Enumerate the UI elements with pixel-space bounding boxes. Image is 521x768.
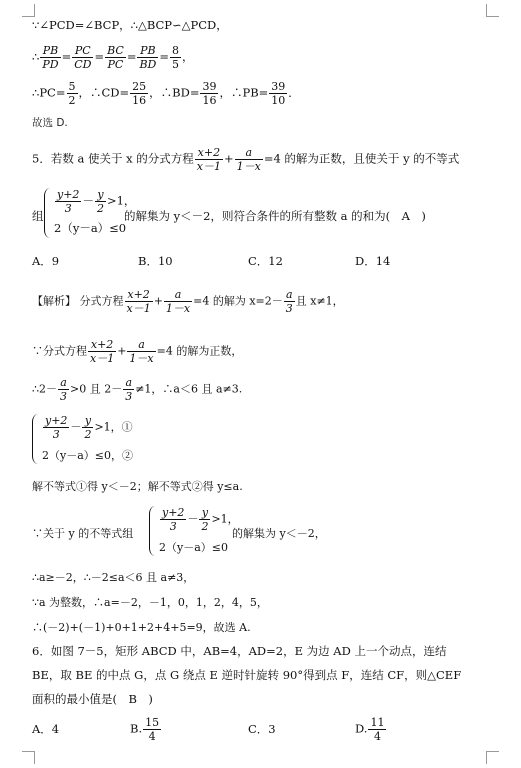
q5-stem-end: 的解集为 y＜－2，则符合条件的所有整数 a 的和为( A ) bbox=[124, 209, 426, 223]
q5-option-a: A．9 bbox=[32, 254, 60, 268]
fraction: $\frac{5}{2}$ bbox=[68, 80, 76, 107]
proof-line-similar: ∵∠PCD=∠BCP，∴△BCP∽△PCD， bbox=[32, 18, 228, 32]
inequality-2: 2（y－a）≤0 bbox=[54, 221, 127, 235]
inequality-2: 2（y－a）≤0，② bbox=[42, 449, 133, 462]
fraction: $\frac{BC}{PC}$ bbox=[107, 44, 124, 71]
analysis-line-a-range: ∴a≥－2，∴－2≤a＜6 且 a≠3， bbox=[32, 571, 195, 584]
crop-mark-top-right bbox=[486, 4, 499, 17]
analysis-line-sum: ∴(－2)+(－1)+0+1+2+4+5=9，故选 A. bbox=[32, 621, 251, 634]
crop-mark-top-left bbox=[22, 4, 35, 17]
proof-conclusion: 故选 D. bbox=[32, 117, 68, 129]
q6-option-d: D. $\frac{11}{4}$ bbox=[355, 716, 385, 743]
q6-option-a: A．4 bbox=[32, 722, 60, 736]
analysis-inequality-system-2 bbox=[149, 506, 239, 556]
analysis-inequality-system bbox=[32, 414, 192, 464]
fraction: $\frac{39}{16}$ bbox=[202, 80, 217, 107]
fraction: $\frac{PB}{BD}$ bbox=[139, 44, 157, 71]
analysis-head: 【解析】 分式方程 $\frac{x+2}{x-1}$ + $\frac{a}{1-x}$ =4 的解为 x=2－ $\frac{a}{3}$ 且 x≠1， bbox=[32, 288, 344, 315]
q5-option-d: D．14 bbox=[355, 254, 391, 268]
q5-option-c: C．12 bbox=[248, 254, 283, 268]
q6-stem-3: 面积的最小值是( B ) bbox=[32, 692, 153, 706]
q6-stem-1: 6．如图 7－5，矩形 ABCD 中，AB=4，AD=2，E 为边 AD 上一个动点，连结 bbox=[32, 644, 447, 658]
analysis-line-integers: ∵a 为整数，∴a=－2，－1，0，1，2，4，5， bbox=[32, 596, 268, 609]
q5-group-label: 组 bbox=[32, 209, 44, 223]
left-brace bbox=[149, 506, 157, 556]
analysis-solution-set: 的解集为 y＜－2， bbox=[232, 527, 326, 540]
fraction: $\frac{25}{16}$ bbox=[132, 80, 147, 107]
analysis-line-positive: ∵分式方程 $\frac{x+2}{x-1}$ + $\frac{a}{1-x}$ =4 的解为正数， bbox=[32, 338, 243, 365]
q5-option-b: B．10 bbox=[138, 254, 173, 268]
analysis-line-range: ∴2－ $\frac{a}{3}$ >0 且 2－ $\frac{a}{3}$ ≠1，∴a＜6 且 a≠3. bbox=[32, 376, 243, 403]
proof-line-ratios: ∴ $\frac{PB}{PD}$ = $\frac{PC}{CD}$ = $\frac{BC}{PC}$ = $\frac{PB}{BD}$ = $\frac{8}{5}$ ， bbox=[32, 44, 194, 71]
q5-stem: 5．若数 a 使关于 x 的分式方程 $\frac{x+2}{x-1}$ + $\frac{a}{1-x}$ =4 的解为正数，且使关于 y 的不等式 bbox=[32, 146, 460, 173]
analysis-solve: 解不等式①得 y＜－2；解不等式②得 y≤a. bbox=[32, 480, 243, 493]
fraction: $\frac{PC}{CD}$ bbox=[74, 44, 92, 71]
q6-stem-2: BE，取 BE 的中点 G，点 G 绕点 E 逆时针旋转 90°得到点 F，连结 CF，则△CEF bbox=[32, 668, 462, 682]
inequality-1: $\frac{y+2}{3}$ － $\frac{y}{2}$ >1， bbox=[162, 506, 239, 533]
inequality-1: $\frac{y+2}{3}$ － $\frac{y}{2}$ >1， bbox=[57, 188, 136, 215]
proof-line-values: ∴PC= $\frac{5}{2}$ ，∴CD= $\frac{25}{16}$ ，∴BD= $\frac{39}{16}$ ，∴PB= $\frac{39}{10}$ ． bbox=[32, 80, 300, 107]
q6-option-b: B. $\frac{15}{4}$ bbox=[130, 716, 160, 743]
fraction: $\frac{PB}{PD}$ bbox=[42, 44, 59, 71]
fraction: $\frac{8}{5}$ bbox=[172, 44, 179, 71]
inequality-2: 2（y－a）≤0 bbox=[159, 541, 228, 554]
inequality-1: $\frac{y+2}{3}$ － $\frac{y}{2}$ >1，① bbox=[45, 414, 133, 441]
q6-option-c: C．3 bbox=[248, 722, 276, 736]
fraction: $\frac{x+2}{x-1}$ bbox=[196, 146, 221, 173]
fraction: $\frac{39}{10}$ bbox=[271, 80, 286, 107]
analysis-system-label: ∵关于 y 的不等式组 bbox=[32, 527, 134, 540]
crop-mark-bottom-right bbox=[486, 751, 499, 764]
crop-mark-bottom-left bbox=[22, 751, 35, 764]
left-brace bbox=[44, 188, 52, 238]
fraction: $\frac{a}{1-x}$ bbox=[236, 146, 261, 173]
left-brace bbox=[32, 414, 40, 464]
